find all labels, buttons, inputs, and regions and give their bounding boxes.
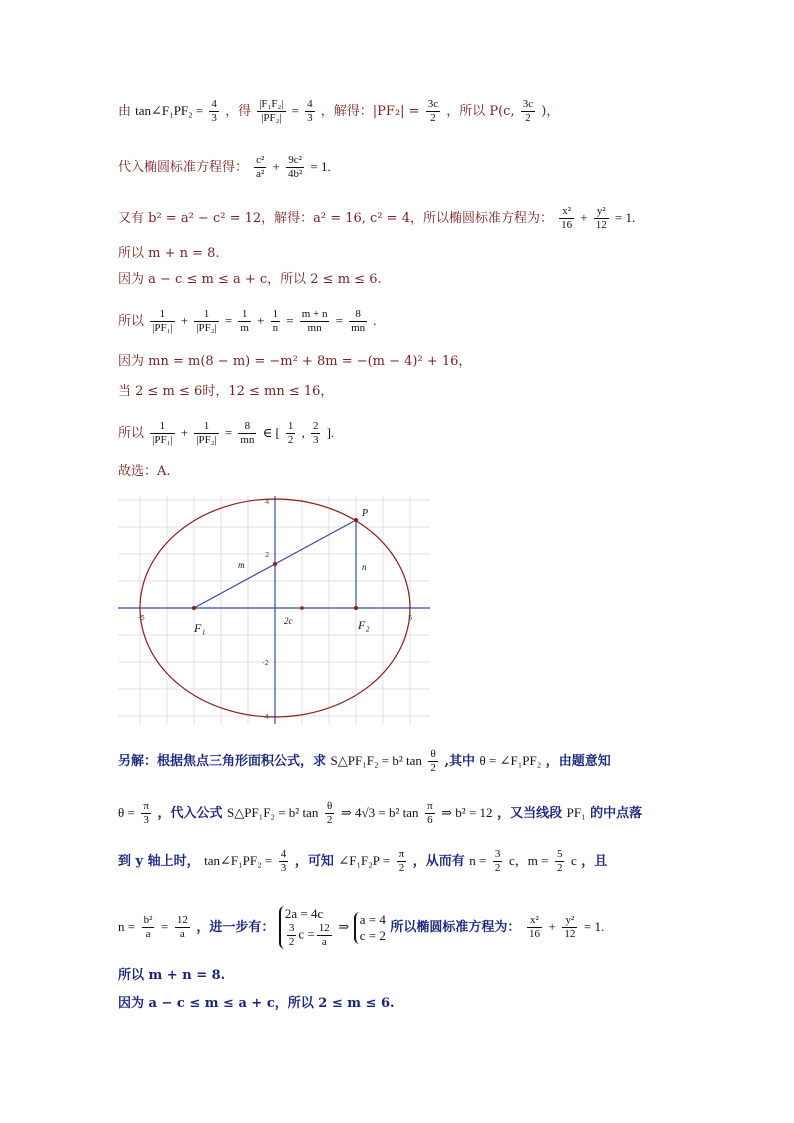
fraction bbox=[428, 748, 438, 775]
den: 3 bbox=[307, 112, 313, 124]
num: 8 bbox=[349, 308, 367, 322]
equation-system-2 bbox=[354, 912, 386, 944]
fraction bbox=[175, 914, 190, 941]
fraction bbox=[141, 800, 151, 827]
alt-line-1 bbox=[118, 748, 611, 775]
num: c² bbox=[256, 154, 265, 166]
num: 12 bbox=[318, 922, 330, 934]
num: y² bbox=[562, 914, 577, 928]
label-n: n bbox=[362, 562, 367, 572]
math: = bbox=[224, 313, 233, 328]
ellipse-diagram bbox=[118, 496, 430, 724]
text: )， bbox=[541, 104, 560, 119]
den: 16 bbox=[561, 219, 573, 231]
text: ，代入公式 bbox=[157, 806, 223, 821]
line-6 bbox=[118, 308, 377, 335]
num: |F₁F₂| bbox=[259, 98, 284, 110]
line-2 bbox=[118, 154, 331, 181]
label-f2: F₂ bbox=[358, 618, 370, 632]
system-row bbox=[285, 922, 334, 949]
text: ，从而有 bbox=[412, 854, 465, 869]
math: tan∠F₁PF₂ = bbox=[204, 853, 273, 868]
fraction bbox=[562, 914, 577, 941]
den: |PF₂| bbox=[196, 434, 217, 446]
den: 2 bbox=[430, 112, 436, 124]
den: 2 bbox=[287, 434, 294, 446]
num: 4 bbox=[280, 848, 287, 860]
system-row: 2a = 4c bbox=[284, 906, 324, 921]
den: 2 bbox=[556, 862, 563, 874]
num: 1 bbox=[238, 308, 251, 322]
math: = 1. bbox=[583, 919, 605, 934]
math: n = bbox=[118, 919, 136, 934]
math: ]. bbox=[326, 425, 335, 440]
tick-y-neg2: -2 bbox=[262, 659, 269, 667]
text: 所以 bbox=[118, 426, 145, 441]
point-f1 bbox=[192, 606, 196, 610]
num: 3 bbox=[288, 922, 295, 934]
num: 8 bbox=[238, 420, 256, 434]
math: + bbox=[272, 159, 280, 174]
point-p bbox=[354, 518, 358, 522]
num: 9c² bbox=[286, 154, 304, 168]
math: = 1. bbox=[614, 210, 636, 225]
fraction bbox=[271, 308, 281, 335]
den: 2 bbox=[288, 936, 295, 948]
den: a² bbox=[256, 168, 265, 180]
fraction bbox=[349, 308, 367, 335]
system-row: a = 4 bbox=[359, 911, 386, 927]
tick-x-neg5: -5 bbox=[138, 614, 145, 622]
den: 3 bbox=[211, 112, 217, 124]
den: 2 bbox=[430, 762, 436, 774]
label-f1: F₁ bbox=[194, 621, 206, 635]
num: 1 bbox=[194, 308, 218, 322]
den: 3 bbox=[312, 434, 319, 446]
math: ∈ [ bbox=[262, 425, 280, 440]
text: 另解：根据焦点三角形面积公式，求 bbox=[118, 754, 327, 769]
fraction bbox=[493, 848, 503, 875]
fraction bbox=[426, 98, 440, 125]
num: θ bbox=[428, 748, 438, 762]
text: ，可知 bbox=[294, 854, 334, 869]
text: 的中点落 bbox=[590, 806, 643, 821]
fraction bbox=[142, 914, 155, 941]
tick-y-2: 2 bbox=[265, 551, 270, 559]
alt-line-3 bbox=[118, 848, 607, 875]
math: = bbox=[291, 103, 300, 118]
den: a bbox=[321, 936, 327, 948]
fraction bbox=[286, 420, 296, 447]
label-2c: 2c bbox=[284, 616, 293, 626]
point-midpoint bbox=[273, 562, 277, 566]
den: a bbox=[145, 928, 151, 940]
num: y² bbox=[594, 205, 609, 219]
line-7: 因为 mn = m(8 − m) = −m² + 8m = −(m − 4)² + 16， bbox=[118, 354, 472, 369]
math: = 1. bbox=[310, 159, 331, 174]
text: 到 y 轴上时， bbox=[118, 854, 200, 869]
fraction bbox=[527, 914, 542, 941]
fraction bbox=[257, 98, 285, 125]
math: S△PF₁F₂ = b² tan bbox=[330, 753, 422, 768]
math: S△PF₁F₂ = b² tan bbox=[226, 805, 319, 820]
math: n = bbox=[469, 853, 487, 868]
math: . bbox=[373, 313, 377, 328]
den: 2 bbox=[494, 862, 501, 874]
fraction bbox=[397, 848, 407, 875]
fraction bbox=[254, 154, 266, 181]
text: 代入椭圆标准方程得： bbox=[118, 160, 249, 175]
math: ⇒ 4√3 = b² tan bbox=[340, 805, 419, 820]
point-origin-tick bbox=[300, 606, 304, 610]
fraction bbox=[238, 420, 256, 447]
num: π bbox=[398, 848, 405, 860]
label-m: m bbox=[238, 560, 245, 570]
text: ，得 bbox=[225, 104, 252, 119]
math: = bbox=[335, 313, 343, 328]
alt-line-4 bbox=[118, 906, 604, 949]
fraction bbox=[559, 205, 574, 232]
fraction bbox=[300, 308, 330, 335]
den: |PF₁| bbox=[152, 322, 173, 334]
arrow: ⇒ bbox=[338, 919, 350, 934]
line-8: 当 2 ≤ m ≤ 6时，12 ≤ mn ≤ 16， bbox=[118, 384, 334, 399]
fraction bbox=[425, 800, 435, 827]
text: 又有 b² = a² − c² = 12，解得：a² = 16, c² = 4，所以椭圆标准方程为： bbox=[118, 211, 553, 226]
num: 1 bbox=[150, 308, 174, 322]
den: 3 bbox=[280, 862, 287, 874]
den: 4b² bbox=[287, 168, 303, 180]
fraction bbox=[194, 420, 218, 447]
text: ，又当线段 bbox=[497, 806, 563, 821]
grid bbox=[118, 496, 430, 724]
math: c，m = bbox=[508, 853, 549, 868]
den: m bbox=[240, 322, 249, 334]
fraction bbox=[150, 420, 174, 447]
text: ，进一步有： bbox=[196, 920, 275, 935]
math: + bbox=[257, 313, 265, 328]
den: 3 bbox=[143, 814, 149, 826]
num: 3 bbox=[494, 848, 501, 860]
den: 12 bbox=[564, 928, 576, 940]
fraction bbox=[279, 848, 289, 875]
den: |PF₁| bbox=[152, 434, 173, 446]
math: tan∠F₁PF₂ = bbox=[135, 103, 204, 118]
den: a bbox=[179, 928, 185, 940]
den: mn bbox=[240, 434, 255, 446]
math: = bbox=[160, 919, 169, 934]
line-1 bbox=[118, 98, 559, 125]
fraction bbox=[325, 800, 335, 827]
den: |PF₂| bbox=[261, 112, 282, 124]
num: π bbox=[427, 800, 433, 812]
tick-y-4: 4 bbox=[265, 498, 270, 506]
den: 2 bbox=[326, 814, 333, 826]
num: 4 bbox=[211, 98, 217, 110]
text: ，解得：|PF₂| = bbox=[320, 104, 420, 119]
math: + bbox=[180, 425, 189, 440]
text: 由 bbox=[118, 104, 132, 119]
math: = bbox=[286, 313, 294, 328]
num: 1 bbox=[194, 420, 218, 434]
tick-y-neg4: -4 bbox=[262, 713, 269, 721]
fraction bbox=[209, 98, 219, 125]
math: + bbox=[548, 919, 556, 934]
math: , bbox=[301, 425, 305, 440]
fraction bbox=[311, 420, 321, 447]
text: ，由题意知 bbox=[545, 754, 611, 769]
num: θ bbox=[325, 800, 335, 814]
num: 4 bbox=[307, 98, 313, 110]
num: x² bbox=[559, 205, 574, 219]
fraction bbox=[238, 308, 251, 335]
point-f2 bbox=[354, 606, 358, 610]
line-3 bbox=[118, 205, 635, 232]
num: π bbox=[143, 800, 149, 812]
text: ，且 bbox=[581, 854, 608, 869]
answer-line: 故选：A. bbox=[118, 464, 171, 479]
den: n bbox=[272, 322, 279, 334]
math: ∠F₁F₂P = bbox=[338, 853, 391, 868]
line-5: 因为 a − c ≤ m ≤ a + c，所以 2 ≤ m ≤ 6. bbox=[118, 272, 382, 287]
alt-line-2 bbox=[118, 800, 642, 827]
fraction bbox=[594, 205, 609, 232]
math: = bbox=[224, 425, 233, 440]
den: 12 bbox=[595, 219, 607, 231]
fraction bbox=[555, 848, 565, 875]
num: m + n bbox=[301, 308, 328, 320]
fraction bbox=[521, 98, 535, 125]
line-4: 所以 m + n = 8. bbox=[118, 246, 220, 261]
alt-line-5: 所以 m + n = 8. bbox=[118, 968, 226, 983]
system-row: c = 2 bbox=[359, 927, 386, 943]
text: ,其中 bbox=[444, 754, 475, 769]
text: ，所以 P(c, bbox=[446, 104, 515, 119]
den: 16 bbox=[528, 928, 540, 940]
den: 2 bbox=[525, 112, 531, 124]
text: 所以椭圆标准方程为： bbox=[390, 920, 521, 935]
num: b² bbox=[143, 914, 153, 926]
den: 2 bbox=[398, 862, 405, 874]
num: 2 bbox=[312, 420, 319, 432]
fraction bbox=[286, 154, 304, 181]
num: 3c bbox=[427, 98, 439, 110]
text: c = bbox=[298, 926, 315, 942]
math: θ = ∠F₁PF₂ bbox=[479, 753, 542, 768]
den: mn bbox=[307, 322, 322, 334]
equation-system-1 bbox=[279, 906, 334, 949]
math: θ = bbox=[118, 805, 135, 820]
num: 1 bbox=[272, 308, 279, 320]
fraction bbox=[305, 98, 315, 125]
alt-line-6: 因为 a − c ≤ m ≤ a + c，所以 2 ≤ m ≤ 6. bbox=[118, 996, 395, 1011]
den: mn bbox=[351, 322, 366, 334]
num: 5 bbox=[556, 848, 563, 860]
math: c bbox=[570, 853, 577, 868]
math: ⇒ b² = 12 bbox=[441, 805, 493, 820]
tick-x-5: 5 bbox=[408, 614, 413, 622]
line-9 bbox=[118, 420, 334, 447]
num: x² bbox=[527, 914, 542, 928]
label-p: P bbox=[362, 508, 369, 519]
num: 3c bbox=[522, 98, 534, 110]
fraction bbox=[150, 308, 174, 335]
math: + bbox=[580, 210, 588, 225]
fraction bbox=[194, 308, 218, 335]
math: PF₁ bbox=[566, 805, 586, 820]
num: 1 bbox=[150, 420, 174, 434]
math: + bbox=[180, 313, 189, 328]
num: 1 bbox=[287, 420, 294, 432]
den: |PF₂| bbox=[196, 322, 217, 334]
den: 6 bbox=[427, 814, 433, 826]
text: 所以 bbox=[118, 314, 145, 329]
num: 12 bbox=[176, 914, 188, 926]
